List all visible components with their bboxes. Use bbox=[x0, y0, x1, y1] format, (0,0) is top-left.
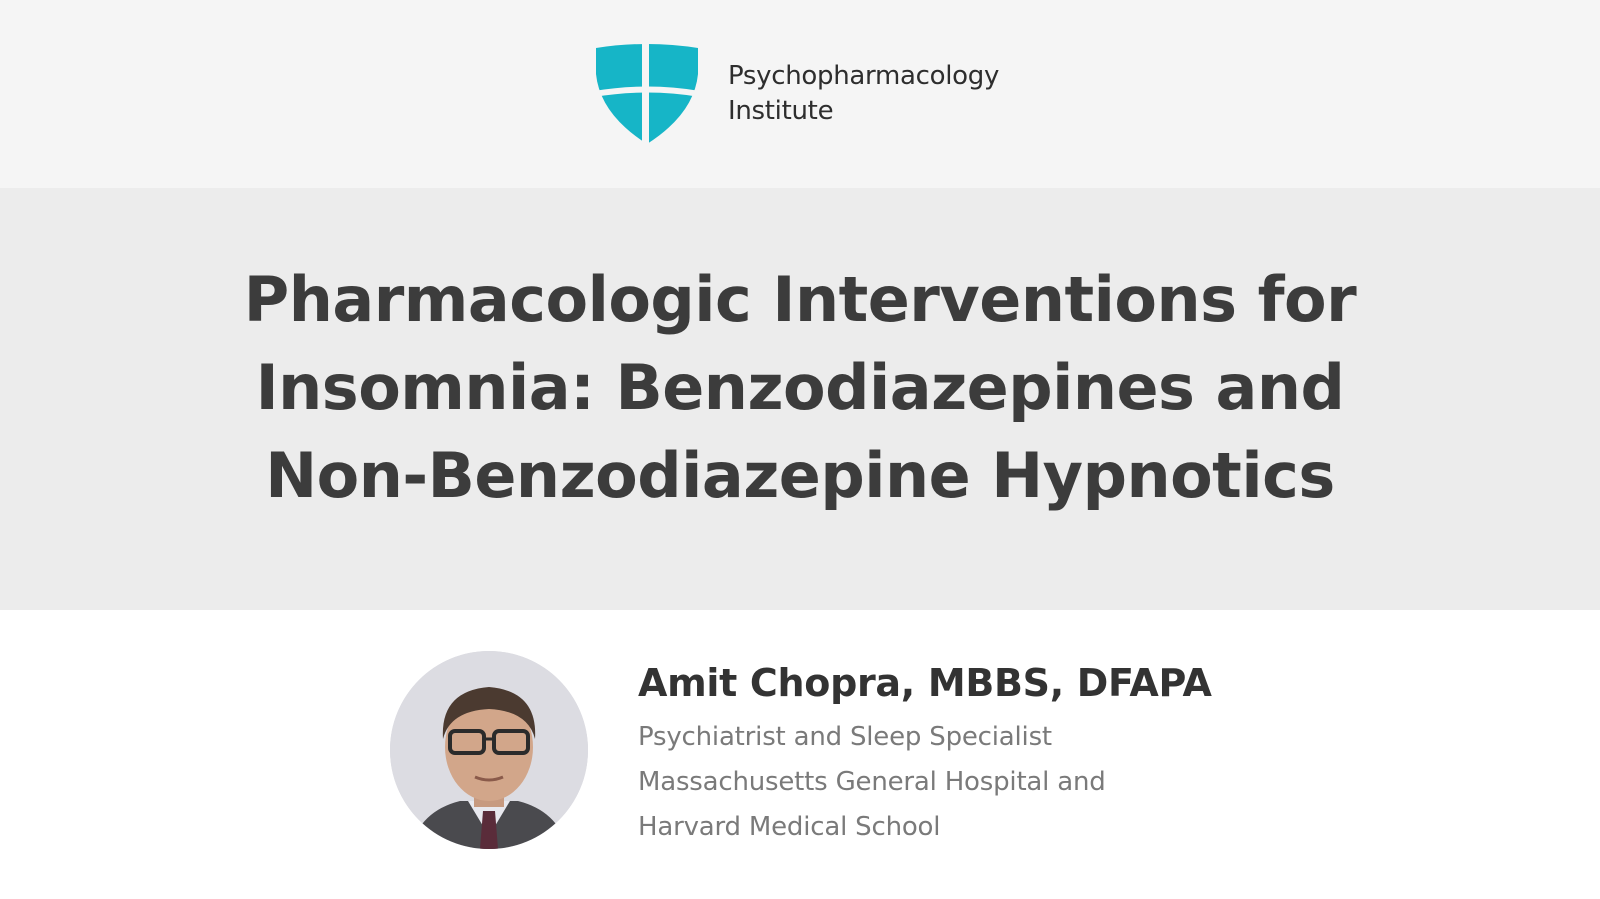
shield-cross-icon bbox=[594, 44, 700, 146]
brand-name-line1: Psychopharmacology bbox=[728, 61, 1000, 91]
header-bar bbox=[0, 0, 1600, 188]
lecture-title-line: Insomnia: Benzodiazepines and bbox=[255, 351, 1345, 424]
brand-name-line2: Institute bbox=[728, 96, 834, 126]
affiliation-line: Psychiatrist and Sleep Specialist bbox=[638, 722, 1052, 752]
lecture-title bbox=[0, 256, 1600, 520]
brand-logo[interactable] bbox=[594, 44, 999, 146]
speaker-affiliation bbox=[638, 715, 1106, 850]
affiliation-line: Harvard Medical School bbox=[638, 812, 941, 842]
speaker-portrait bbox=[390, 651, 588, 849]
lecture-title-line: Pharmacologic Interventions for bbox=[243, 263, 1357, 336]
affiliation-line: Massachusetts General Hospital and bbox=[638, 767, 1106, 797]
speaker-name: Amit Chopra, MBBS, DFAPA bbox=[638, 661, 1212, 705]
lecture-title-line: Non-Benzodiazepine Hypnotics bbox=[265, 439, 1335, 512]
brand-name bbox=[728, 59, 999, 129]
speaker-avatar bbox=[390, 651, 588, 849]
